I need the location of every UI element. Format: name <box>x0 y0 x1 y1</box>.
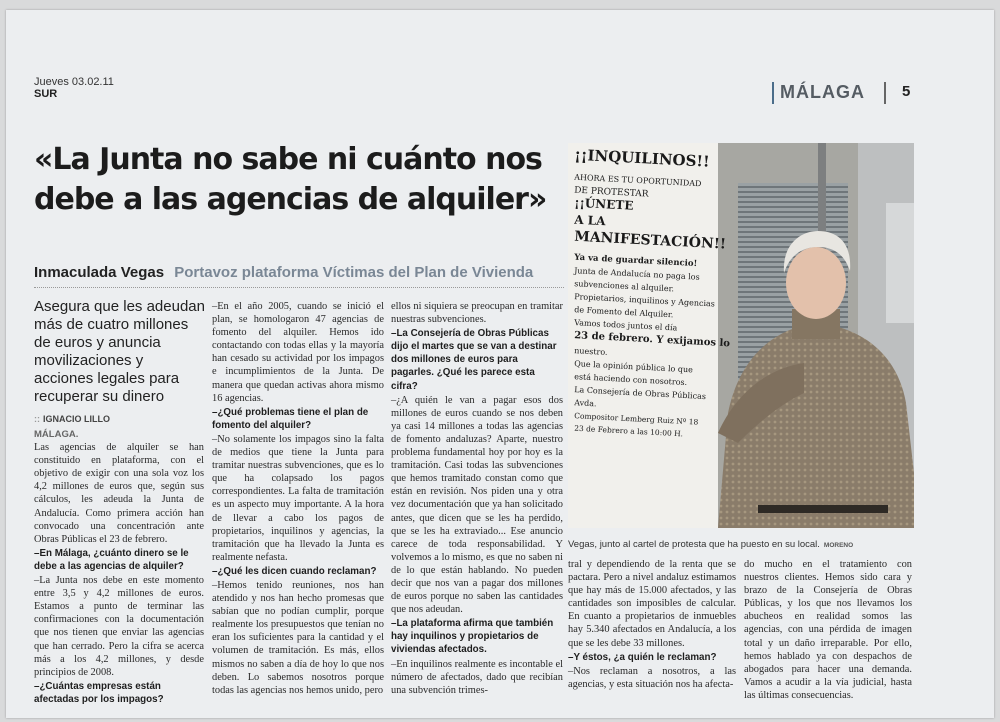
section-name: MÁLAGA <box>780 82 865 102</box>
paragraph: do mucho en el tratamiento con nuestros clientes. Hemos sido cara y brazo de la Consejería de Obras Públicas, y los que nos llevamos los abucheos en realidad somos las agencias, con una pérdida de imagen total y un daño irreparable. Por ello, hemos hablado ya con despachos de abogados para hacer una demanda. Vamos a acudir a la vía judicial, hasta las últimas consecuencias. <box>744 559 912 701</box>
newspaper-name: SUR <box>34 88 58 100</box>
interviewee-name: Inmaculada Vegas <box>34 264 165 281</box>
photo-credit: MORENO <box>823 542 854 549</box>
section-divider-right <box>884 82 886 104</box>
section-divider-left <box>772 82 774 104</box>
paragraph: –En inquilinos realmente es incontable el número de afectados, dado que recibían una subvención trimes- <box>391 658 563 696</box>
sign-line: nuestro. <box>573 346 608 357</box>
paragraph: –Nos reclaman a nosotros, a las agencias, y esta situación nos ha afecta- <box>568 665 736 690</box>
sign-line: AHORA ES TU OPORTUNIDAD <box>573 172 702 189</box>
sign-line: está haciendo con nosotros. <box>573 372 688 388</box>
sign-line: Propietarios, inquilinos y Agencias <box>573 292 716 309</box>
paragraph: tral y dependiendo de la renta que se pactara. Pero a nivel andaluz estimamos que hay más de 15.000 afectados, y las cantidades son imposibles de calcular. En cuanto a propietarios de inmuebles hay 5.340 afectados en Andalucía, a los que se les debe 33 millones. <box>568 559 736 649</box>
text-column-1 <box>34 428 204 707</box>
sign-line: Avda. <box>573 398 597 409</box>
paragraph: –Hemos tenido reuniones, nos han atendido y nos han hecho promesas que sabían que no podían cumplir, porque realmente los presupuestos que tenían no eran los suficientes para la cantidad y el volumen de tramitación. Es más, ellos mismos no saben a día de hoy lo que nos deben. Lo sabemos nosotros porque todas las agencias nos hemos unido, pero <box>212 579 384 696</box>
article-summary: Asegura que les adeudan más de cuatro millones de euros y anuncia movilizaciones y acciones legales para recuperar su dinero <box>34 298 205 405</box>
text-column-3 <box>391 300 563 698</box>
photo-illustration <box>568 143 914 528</box>
interview-question: –La Consejería de Obras Públicas dijo el martes que se van a destinar dos millones de euros para pagarles. ¿Qué les parece esta cifra? <box>391 328 557 392</box>
interview-question: –Y éstos, ¿a quién le reclaman? <box>568 651 717 663</box>
issue-date <box>34 76 114 100</box>
sign-line: ¡¡INQUILINOS!! <box>573 145 711 171</box>
caption-text: Vegas, junto al cartel de protesta que ha puesto en su local. <box>568 539 820 550</box>
sign-line: Compositor Lemberg Ruiz Nº 18 <box>573 411 699 427</box>
page-number: 5 <box>902 83 911 100</box>
sign-line: Vamos todos juntos el día <box>573 318 678 333</box>
photo-caption <box>568 539 914 550</box>
sign-line: de Fomento del Alquiler. <box>573 305 674 320</box>
author-name: IGNACIO LILLO <box>43 414 110 424</box>
paragraph: –La Junta nos debe en este momento entre 3,5 y 4,2 millones de euros. Estamos a punto de terminar las confirmaciones con la documentación que nos tienen que enviar las agencias que han cerrado. Pero la cifra se acerca más a los 4,2 millones, y desde principios de 2008. <box>34 575 204 678</box>
sign-line: ¡¡ÚNETE <box>573 195 634 213</box>
interview-question: –En Málaga, ¿cuánto dinero se le debe a las agencias de alquiler? <box>34 547 189 572</box>
sign-line: DE PROTESTAR <box>573 185 649 200</box>
paragraph: Las agencias de alquiler se han constituido en plataforma, con el objetivo de exigir con una sola voz los 4,2 millones de euros que, según sus cálculos, les adeuda la Junta de Andalucía. Como primera acción han convocado una concentración ante Obras Públicas el 23 de febrero. <box>34 442 204 545</box>
interview-question: –La plataforma afirma que también hay inquilinos y propietarios de viviendas afectados. <box>391 618 554 656</box>
text-column-5 <box>744 558 912 703</box>
headline: «La Junta no sabe ni cuánto nos debe a las agencias de alquiler» <box>34 142 547 217</box>
sign-line: 23 de Febrero a las 10:00 H. <box>573 423 684 439</box>
author-marker-icon: :: <box>34 414 40 424</box>
sign-line: subvenciones al alquiler. <box>573 279 675 294</box>
dateline: MÁLAGA. <box>34 429 79 440</box>
interview-question: –¿Qué problemas tiene el plan de fomento del alquiler? <box>212 406 369 431</box>
text-column-4 <box>568 558 736 692</box>
paragraph: –¿A quién le van a pagar esos dos millones de euros cuando se nos deben ya casi 14 millones a todas las agencias de fomento andaluzas? Aparte, nuestro problema fundamental hoy por hoy es la tramitación. Casi todas las subvenciones que hemos tramitado constan como que están en revisión. Nos piden una y otra vez documentación que ya han solicitado antes, que dicen que se les ha perdido, que se les ha extraviado... Ese anuncio carece de toda responsabilidad. Y volvemos a lo mismo, es que no saben ni de lo que están hablando. No pueden decir que nos van a pagar dos millones de euros porque no saben las cantidades que nos adeudan. <box>391 394 563 616</box>
interview-question: –¿Qué les dicen cuando reclaman? <box>212 565 377 577</box>
sign-line: MANIFESTACIÓN!! <box>573 228 727 253</box>
sign-line: 23 de febrero. Y exijamos lo <box>573 330 731 350</box>
paragraph: ellos ni siquiera se preocupan en tramitar nuestras subvenciones. <box>391 301 563 326</box>
date-text: Jueves 03.02.11 <box>34 76 114 88</box>
sign-line: A LA <box>573 212 606 229</box>
paragraph: –No solamente los impagos sino la falta de medios que tiene la Junta para tramitar nuestras subvenciones, que es lo que ha colapsado los pagos correspondientes. La falta de tramitación es un aspecto muy importante. A la hora de llevar a cabo los pagos de propietarios, inquilinos y agencias, la tramitación que ha llevado la Junta es realmente nefasta. <box>212 433 384 563</box>
sign-line: La Consejería de Obras Públicas <box>573 385 707 402</box>
paragraph: –En el año 2005, cuando se inició el plan, se homologaron 47 agencias de fomento del alquiler. Hemos ido contactando con todas ellas y la mayoría han cesado su actividad por los impagos e incumplimientos de la Junta. De manera que quedan activas ahora mismo 16 agencias. <box>212 301 384 404</box>
newspaper-page <box>6 10 994 718</box>
interview-question: –¿Cuántas empresas están afectadas por los impagos? <box>34 680 164 705</box>
byline <box>34 264 564 288</box>
interviewee-role: Portavoz plataforma Víctimas del Plan de Vivienda <box>174 264 534 281</box>
sign-line: Junta de Andalucía no paga los <box>573 266 700 282</box>
article-photo <box>568 143 914 528</box>
author-credit <box>34 414 110 424</box>
sign-line: Ya va de guardar silencio! <box>573 252 698 270</box>
sign-line: Que la opinión pública lo que <box>573 359 694 375</box>
text-column-2 <box>212 300 384 698</box>
